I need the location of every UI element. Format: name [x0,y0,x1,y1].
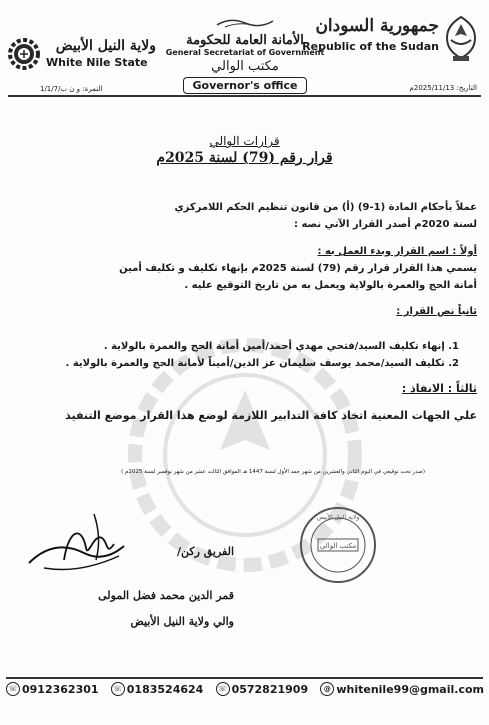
preamble-line-2: لسنة 2020م أصدر القرار الآتي نصه : [294,219,477,230]
phone-icon: ☏ [6,682,20,696]
second-heading: ثانياً نص القرار : [396,306,477,317]
decision-number-title: قرار رقم (79) لسنة 2025م [156,150,333,166]
state-ar: ولاية النيل الأبيض [55,38,156,54]
phone-icon: ☏ [111,682,125,696]
governor-office-en: Governor's office [183,77,306,94]
signatory-title: والي ولاية النيل الأبيض [130,615,234,628]
third-heading: ثالثاً : الانفاذ : [401,382,477,395]
phone-number-3: 0572821909 [231,682,309,696]
state-logo-gear-icon [6,36,42,72]
issued-note: (صدر تحت توقيعي في اليوم الثاني والعشرين من شهر جمد الأول لسنة 1447 هـ الموافق الثالث عشر من شهر نوفمبر لسنة 2025م ) [121,469,425,475]
first-text-line-2: أمانة الحج والعمرة بالولاية ويعمل به من تاريخ التوقيع عليه . [184,280,477,291]
email-address: whitenile99@gmail.com [336,682,484,696]
handwritten-signature [24,508,134,578]
header-divider [8,95,481,97]
footer-divider [6,677,483,679]
republic-ar: جمهورية السودان [315,16,439,36]
calligraphy-ornament-icon [215,15,275,29]
phone-icon: ☏ [216,682,230,696]
contact-footer [6,682,484,696]
phone-contact-2 [111,682,204,696]
email-contact [320,682,484,696]
stamp-top-text: ولاية النيل الأبيض [316,514,360,521]
phone-contact-1 [6,682,99,696]
signatory-name: قمر الدين محمد فضل المولى [98,589,234,602]
phone-number-1: 0912362301 [22,682,99,696]
phone-contact-3 [216,682,309,696]
document-date: التاريخ: 2025/11/13م [409,84,477,92]
secretariat-ar: الأمانة العامة للحكومة [186,33,304,48]
first-text-line-1: يسمي هذا القرار قرار رقم (79) لسنة 2025م بإنهاء تكليف و تكليف أمين [119,263,477,274]
third-text: علي الجهات المعنية اتخاذ كافة التدابير اللازمة لوضع هذا القرار موضع التنفيذ [65,409,477,422]
sudan-emblem-icon [441,14,481,64]
governor-office-ar: مكتب الوالي [211,59,279,74]
secretariat-block [158,14,332,94]
secretariat-en: General Secretariat of Government [165,48,325,57]
signatory-rank: الفريق ركن/ [176,545,234,558]
state-en: White Nile State [46,56,148,69]
reference-number: النمرة: و ن ب/1/1/7 [40,85,103,93]
state-block [46,38,156,69]
decision-item-2: 2. تكليف السيد/محمد يوسف سليمان عز الدين/أميناً لأمانة الحج والعمرة بالولاية . [65,358,459,369]
republic-en: Republic of the Sudan [302,40,439,53]
official-stamp [298,505,378,585]
decisions-heading: قرارات الوالي [209,134,280,148]
preamble-line-1: عملاً بأحكام المادة (1-9) (أ) من قانون تنظيم الحكم اللامركزي [174,202,477,213]
decision-item-1: 1. إنهاء تكليف السيد/فتحي مهدي أحمد/أمين أمانة الحج والعمرة بالولاية . [103,341,459,352]
first-heading: أولاً : اسم القرار وبدء العمل به : [317,246,477,257]
phone-number-2: 0183524624 [126,682,204,696]
email-icon: @ [320,682,334,696]
stamp-center-text: مكتب الوالي [319,542,357,550]
